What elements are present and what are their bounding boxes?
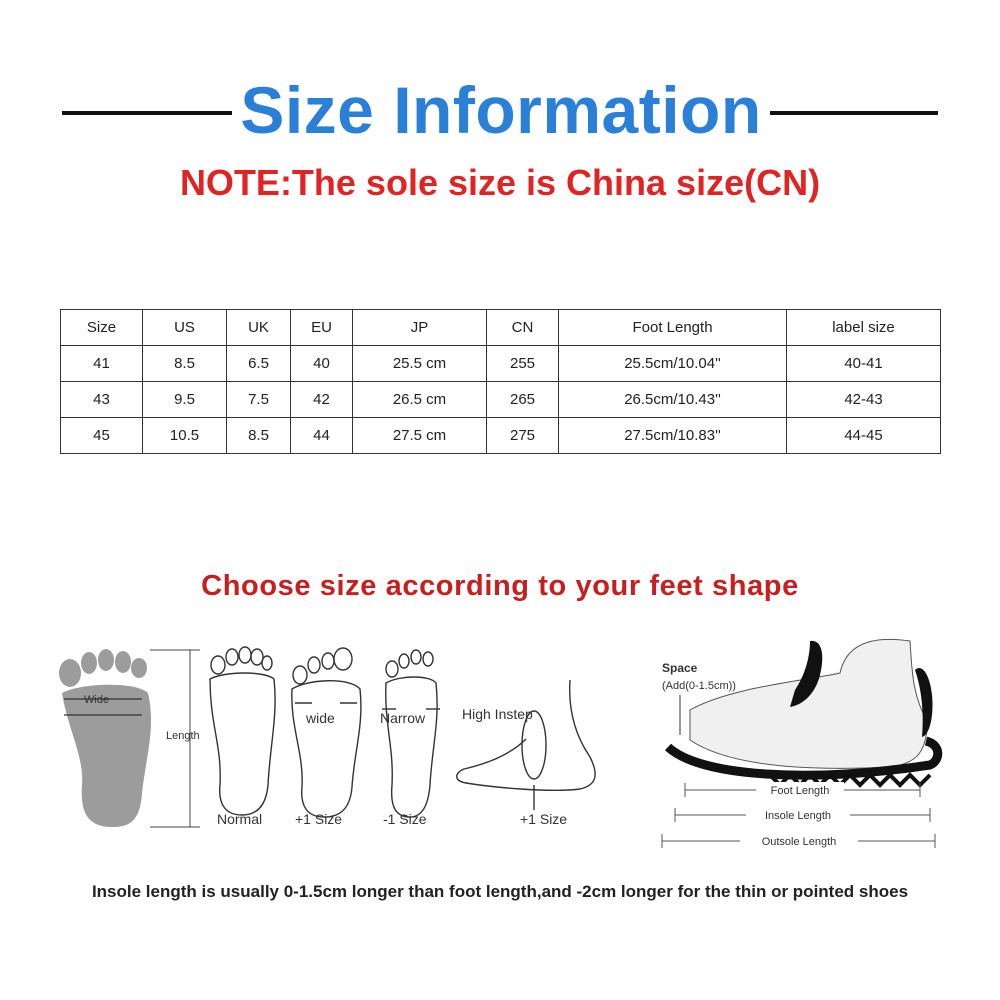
col-header: label size [787,310,941,346]
table-cell: 10.5 [143,418,227,454]
title-row [0,70,1000,150]
table-cell: 44-45 [787,418,941,454]
col-header: CN [487,310,559,346]
table-cell: 7.5 [227,382,291,418]
insole-caption: Insole length is usually 0-1.5cm longer than foot length,and -2cm longer for the thin or pointed shoes [91,882,909,901]
table-cell: 8.5 [143,346,227,382]
table-cell: 42-43 [787,382,941,418]
normal-label: Normal [217,811,263,827]
col-header: US [143,310,227,346]
table-cell: 40-41 [787,346,941,382]
space-label: Space [662,661,698,675]
size-table [60,309,941,454]
narrow-size-label: -1 Size [383,811,427,827]
table-cell: 265 [487,382,559,418]
table-cell: 41 [61,346,143,382]
space-note-label: (Add(0-1.5cm)) [662,680,736,692]
table-cell: 42 [291,382,353,418]
shoe-section-icon [668,639,938,785]
table-cell: 27.5 cm [353,418,487,454]
high-instep-label: High Instep [462,706,533,722]
table-cell: 25.5cm/10.04'' [559,346,787,382]
title-rule-left [62,111,232,115]
foot-shape-diagram [50,635,950,865]
table-cell: 45 [61,418,143,454]
table-header-row [61,310,941,346]
wide-label: Wide [84,694,110,706]
col-header: Foot Length [559,310,787,346]
table-cell: 8.5 [227,418,291,454]
outsole-length-label: Outsole Length [761,836,837,848]
col-header: Size [61,310,143,346]
normal-foot-icon [210,647,275,815]
footprint-icon [59,649,151,827]
high-instep-icon [457,680,595,810]
page-title: Size Information [240,73,762,147]
table-cell: 40 [291,346,353,382]
guide-heading: Choose size according to your feet shape [201,570,799,602]
narrow-label: Narrow [380,710,426,726]
col-header: JP [353,310,487,346]
sole-size-note: NOTE:The sole size is China size(CN) [179,162,821,203]
table-cell: 255 [487,346,559,382]
table-cell: 27.5cm/10.83'' [559,418,787,454]
table-row [61,382,941,418]
table-row [61,346,941,382]
wide-foot-label: wide [306,710,335,726]
wide-size-label: +1 Size [295,811,343,827]
instep-size-label: +1 Size [520,811,568,827]
table-cell: 9.5 [143,382,227,418]
foot-length-label: Foot Length [770,785,830,797]
table-cell: 26.5cm/10.43'' [559,382,787,418]
col-header: EU [291,310,353,346]
table-cell: 6.5 [227,346,291,382]
table-cell: 43 [61,382,143,418]
narrow-foot-icon [382,650,440,817]
table-cell: 44 [291,418,353,454]
length-label: Length [166,730,200,742]
table-cell: 275 [487,418,559,454]
table-row [61,418,941,454]
wide-foot-icon [292,648,361,817]
insole-length-label: Insole Length [764,810,832,822]
table-cell: 26.5 cm [353,382,487,418]
col-header: UK [227,310,291,346]
title-rule-right [770,111,938,115]
table-cell: 25.5 cm [353,346,487,382]
